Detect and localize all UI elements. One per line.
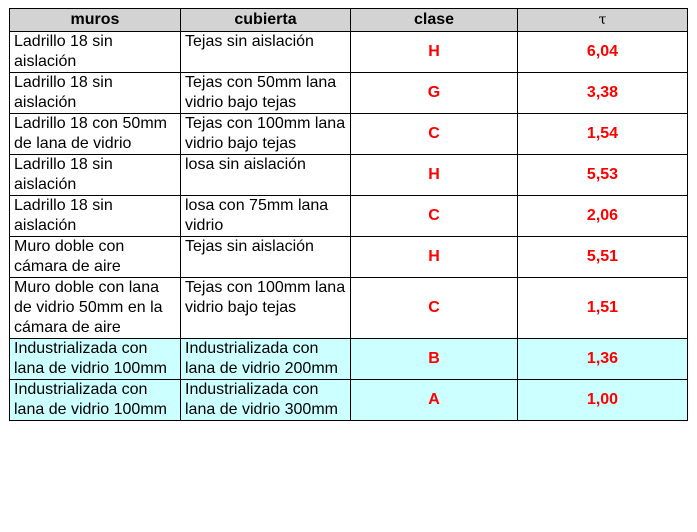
cell-cubierta: Tejas sin aislación bbox=[181, 32, 351, 73]
cell-cubierta: Tejas sin aislación bbox=[181, 237, 351, 278]
table-row bbox=[10, 278, 688, 339]
cell-muros: Ladrillo 18 sin aislación bbox=[10, 155, 181, 196]
cell-clase: B bbox=[351, 339, 518, 380]
cell-cubierta: Tejas con 100mm lana vidrio bajo tejas bbox=[181, 278, 351, 339]
header-row bbox=[10, 9, 688, 32]
table-row bbox=[10, 114, 688, 155]
insulation-class-table bbox=[9, 8, 688, 421]
cell-muros: Muro doble con lana de vidrio 50mm en la cámara de aire bbox=[10, 278, 181, 339]
cell-muros: Ladrillo 18 con 50mm de lana de vidrio bbox=[10, 114, 181, 155]
cell-muros: Industrializada con lana de vidrio 100mm bbox=[10, 380, 181, 421]
cell-muros: Muro doble con cámara de aire bbox=[10, 237, 181, 278]
header-muros: muros bbox=[10, 9, 181, 32]
cell-tau: 1,36 bbox=[518, 339, 688, 380]
cell-tau: 1,00 bbox=[518, 380, 688, 421]
cell-clase: H bbox=[351, 32, 518, 73]
table-row-highlighted bbox=[10, 339, 688, 380]
cell-tau: 5,51 bbox=[518, 237, 688, 278]
cell-cubierta: Industrializada con lana de vidrio 200mm bbox=[181, 339, 351, 380]
cell-tau: 5,53 bbox=[518, 155, 688, 196]
header-tau: τ bbox=[518, 9, 688, 32]
cell-muros: Industrializada con lana de vidrio 100mm bbox=[10, 339, 181, 380]
table-row bbox=[10, 196, 688, 237]
cell-cubierta: Tejas con 100mm lana vidrio bajo tejas bbox=[181, 114, 351, 155]
table-row bbox=[10, 32, 688, 73]
cell-tau: 3,38 bbox=[518, 73, 688, 114]
table-row bbox=[10, 155, 688, 196]
cell-clase: H bbox=[351, 155, 518, 196]
header-clase: clase bbox=[351, 9, 518, 32]
cell-cubierta: Tejas con 50mm lana vidrio bajo tejas bbox=[181, 73, 351, 114]
cell-muros: Ladrillo 18 sin aislación bbox=[10, 32, 181, 73]
cell-muros: Ladrillo 18 sin aislación bbox=[10, 73, 181, 114]
cell-clase: G bbox=[351, 73, 518, 114]
cell-clase: A bbox=[351, 380, 518, 421]
cell-cubierta: Industrializada con lana de vidrio 300mm bbox=[181, 380, 351, 421]
cell-clase: C bbox=[351, 114, 518, 155]
cell-tau: 6,04 bbox=[518, 32, 688, 73]
cell-tau: 2,06 bbox=[518, 196, 688, 237]
table-row-highlighted bbox=[10, 380, 688, 421]
cell-cubierta: losa sin aislación bbox=[181, 155, 351, 196]
cell-muros: Ladrillo 18 sin aislación bbox=[10, 196, 181, 237]
cell-cubierta: losa con 75mm lana vidrio bbox=[181, 196, 351, 237]
table-row bbox=[10, 73, 688, 114]
cell-clase: C bbox=[351, 278, 518, 339]
cell-clase: H bbox=[351, 237, 518, 278]
cell-tau: 1,54 bbox=[518, 114, 688, 155]
header-cubierta: cubierta bbox=[181, 9, 351, 32]
table-row bbox=[10, 237, 688, 278]
cell-tau: 1,51 bbox=[518, 278, 688, 339]
cell-clase: C bbox=[351, 196, 518, 237]
